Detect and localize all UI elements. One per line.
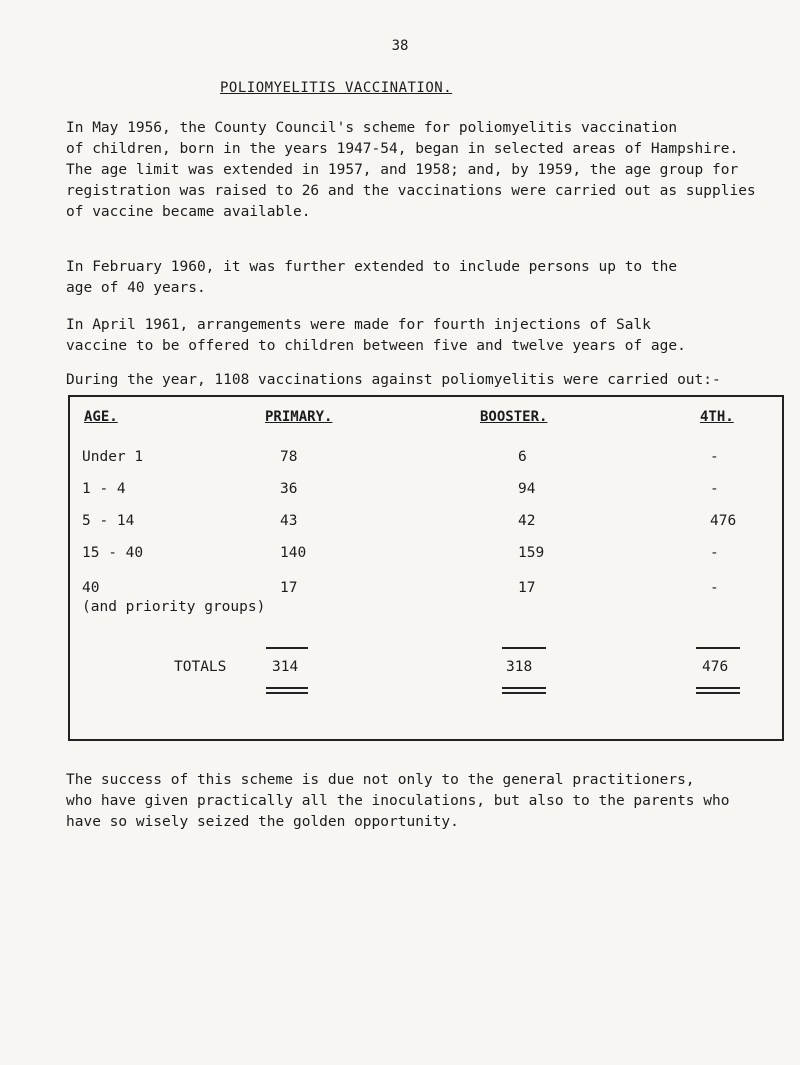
double-rule <box>502 687 546 689</box>
header-fourth: 4TH. <box>700 409 734 425</box>
section-title: POLIOMYELITIS VACCINATION. <box>220 80 453 96</box>
header-booster: BOOSTER. <box>480 409 548 425</box>
april-paragraph: In April 1961, arrangements were made for fourth injections of Salk vaccine to be offered to children between five and twelve years of age. <box>66 317 686 354</box>
cell-fourth: 476 <box>710 513 737 529</box>
double-rule <box>266 692 308 694</box>
totals-row <box>70 659 782 681</box>
cell-booster: 17 <box>518 580 536 596</box>
totals-rule <box>696 647 740 649</box>
double-rule <box>696 687 740 689</box>
cell-fourth: - <box>710 481 719 497</box>
cell-primary: 43 <box>280 513 298 529</box>
totals-rule <box>502 647 546 649</box>
cell-primary: 36 <box>280 481 298 497</box>
header-age: AGE. <box>84 409 118 425</box>
intro-paragraph: In May 1956, the County Council's scheme for poliomyelitis vaccination of children, born in the years 1947-54, began in selected areas of Hampshire. The age limit was extended in 1957, and 1958; and, by 1959, the age group for registration was raised to 26 and the vaccinations were carried out as supplies of vaccine became available. <box>66 120 756 220</box>
cell-age: 15 - 40 <box>82 545 144 561</box>
totals-fourth: 476 <box>702 659 729 675</box>
cell-fourth: - <box>710 449 719 465</box>
totals-booster: 318 <box>506 659 533 675</box>
table-row <box>70 481 782 503</box>
closing-paragraph: The success of this scheme is due not only to the general practitioners, who have given practically all the inoculations, but also to the parents who have so wisely seized the golden opportunity. <box>66 772 730 830</box>
table-row <box>70 513 782 535</box>
cell-primary: 78 <box>280 449 298 465</box>
table-row <box>70 545 782 567</box>
vaccination-table <box>68 395 784 741</box>
year-summary-paragraph: During the year, 1108 vaccinations against poliomyelitis were carried out:- <box>66 372 721 388</box>
cell-age: 40 <box>82 580 100 596</box>
double-rule <box>502 692 546 694</box>
cell-age: 1 - 4 <box>82 481 126 497</box>
cell-booster: 6 <box>518 449 527 465</box>
cell-booster: 159 <box>518 545 545 561</box>
double-rule <box>696 692 740 694</box>
priority-groups-note: (and priority groups) <box>82 599 266 615</box>
table-row <box>70 449 782 471</box>
totals-rule <box>266 647 308 649</box>
cell-primary: 17 <box>280 580 298 596</box>
february-paragraph: In February 1960, it was further extended to include persons up to the age of 40 years. <box>66 259 678 296</box>
cell-fourth: - <box>710 545 719 561</box>
cell-fourth: - <box>710 580 719 596</box>
page-number: 38 <box>391 38 409 54</box>
cell-age: Under 1 <box>82 449 144 465</box>
totals-primary: 314 <box>272 659 299 675</box>
cell-age: 5 - 14 <box>82 513 135 529</box>
row-note <box>70 599 782 621</box>
header-primary: PRIMARY. <box>265 409 333 425</box>
table-header <box>70 409 782 431</box>
totals-label: TOTALS <box>174 659 227 675</box>
cell-primary: 140 <box>280 545 307 561</box>
cell-booster: 42 <box>518 513 536 529</box>
cell-booster: 94 <box>518 481 536 497</box>
double-rule <box>266 687 308 689</box>
